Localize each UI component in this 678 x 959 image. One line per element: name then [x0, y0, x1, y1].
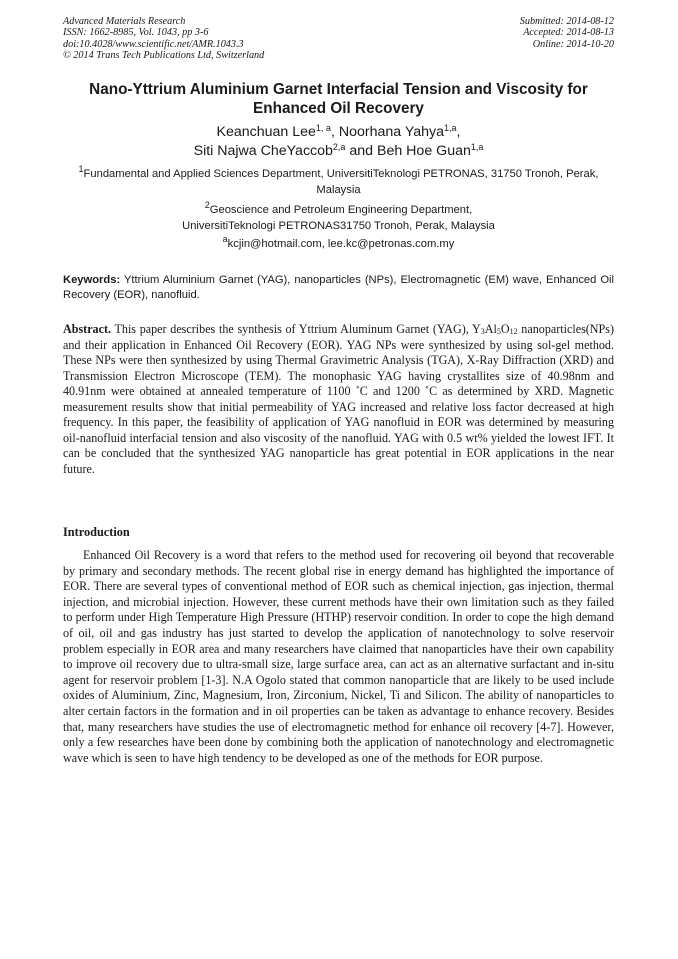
author-separator: and: [345, 142, 377, 159]
section-heading-introduction: Introduction: [63, 525, 130, 539]
doi: doi:10.4028/www.scientific.net/AMR.1043.3: [63, 38, 244, 50]
author-affil-mark: 1,a: [470, 141, 484, 152]
formula-subscript: 3: [480, 327, 485, 336]
formula-subscript: 12: [509, 327, 518, 336]
affil-mark: 2: [204, 200, 210, 210]
affil-text: Geoscience and Petroleum Engineering Department,: [209, 204, 473, 216]
author-affil-mark: 2,a: [332, 141, 346, 152]
abstract-text: This paper describes the synthesis of Yttrium Aluminum Garnet (YAG), Y: [111, 322, 481, 336]
abstract-text: nanoparticles(NPs) and their application in Enhanced Oil Recovery (EOR). YAG NPs were synthesized by using sol-gel method. These NPs were then synthesized by using Thermal Gravimetric Analysis (TGA), X-Ray Diffraction (XRD) and Transmission Electron Microscope (TEM). The monophasic YAG having crystallites size of 40.98nm and 40.91nm were obtained at annealed temperature of 1100 ˚C and 1200 ˚C as determined by XRD. Magnetic measurement results show that initial permeability of YAG increased and relative loss factor decreased at high frequency. In this paper, the feasibility of application of YAG nanofluid in EOR was determined by measuring oil-nanofluid interfacial tension and also viscosity of the nanofluid. YAG with 0.5 wt% yielded the lowest IFT. It can be concluded that the synthesized YAG nanoparticle has great potential in EOR applications in the near future.: [63, 322, 615, 476]
author-separator: ,: [456, 124, 461, 140]
abstract-label: Abstract.: [63, 322, 112, 336]
submitted-date: Submitted: 2014-08-12: [519, 16, 614, 27]
email-text: kcjin@hotmail.com, lee.kc@petronas.com.my: [227, 238, 455, 250]
author-line-2: [63, 142, 614, 161]
email-mark: a: [222, 234, 228, 244]
affil-line: UniversitiTeknologi PETRONAS31750 Tronoh, Perak, Malaysia: [182, 219, 495, 232]
author-separator: ,: [330, 124, 339, 140]
author-line-1: [63, 123, 614, 142]
page-header: [63, 16, 614, 64]
author-name: Noorhana Yahya: [338, 124, 445, 140]
title-line-1: Nano-Yttrium Aluminium Garnet Interfacial Tension and Viscosity for: [89, 81, 588, 98]
affiliation-2: [63, 200, 614, 234]
copyright: © 2014 Trans Tech Publications Ltd, Switzerland: [63, 50, 265, 62]
journal-info: [63, 16, 264, 62]
journal-name: Advanced Materials Research: [63, 16, 186, 27]
author-name: Keanchuan Lee: [216, 124, 316, 140]
affil-text: Fundamental and Applied Sciences Department, UniversitiTeknologi PETRONAS, 31750 Tronoh, Perak, Malaysia: [83, 168, 599, 196]
affil-line: [63, 200, 614, 219]
keywords: [63, 273, 614, 304]
author-affil-mark: 1, a: [315, 123, 331, 133]
paper-title: [63, 80, 614, 118]
accepted-date: Accepted: 2014-08-13: [523, 27, 614, 39]
contact-email: [63, 234, 614, 253]
author-name: Siti Najwa CheYaccob: [193, 142, 333, 159]
affil-mark: 1: [78, 164, 84, 174]
author-list: [63, 123, 614, 160]
introduction-paragraph: Enhanced Oil Recovery is a word that refers to the method used for recovering oil beyond that recoverable by primary and secondary methods. The recent global rise in energy demand has highlighted the importance of EOR. There are several types of conventional method of EOR such as chemical injection, gas injection, thermal injection, and microbial injection. However, these current methods have their own limitation such as they failed to perform under High Temperature High Pressure (HTHP) reservoir condition. In order to cope the high demand of oil, oil and gas industry has just started to develop the application of nanotechnology to solve reservoir problem especially in EOR area and many researchers have claimed that nanoparticles have their own capability to improve oil recovery due to ultra-small size, large surface area, can act as an alternative surfactant and in-situ agent for reservoir problem [1-3]. N.A Ogolo stated that common nanoparticle that are likely to be used include oxides of Aluminium, Zinc, Magnesium, Iron, Zirconium, Nickel, Ti and Silicon. The ability of nanoparticles to alter certain factors in the formation and in oil properties can be taken as advantage to enhance recovery. Besides that, many researchers have studies the use of electromagnetic method for enhance oil recovery [4-7]. However, only a few researches have been done by combining both the application of nanotechnology and electromagnetic wave which is seen to have high tendency to be developed as one of the methods for EOR purpose.: [63, 548, 614, 765]
formula-part: Al: [484, 322, 497, 336]
publication-dates: [520, 16, 614, 50]
author-affil-mark: 1,a: [444, 123, 457, 133]
issn: ISSN: 1662-8985, Vol. 1043, pp 3-6: [63, 27, 209, 39]
affiliation-1: [63, 164, 614, 198]
formula-subscript: 5: [496, 327, 501, 336]
author-name: Beh Hoe Guan: [377, 142, 471, 159]
title-line-2: Enhanced Oil Recovery: [253, 100, 424, 117]
keywords-text: Yttrium Aluminium Garnet (YAG), nanoparticles (NPs), Electromagnetic (EM) wave, Enhanced Oil Recovery (EOR), nanofluid.: [63, 274, 614, 302]
abstract: [63, 322, 614, 477]
online-date: Online: 2014-10-20: [532, 38, 614, 50]
formula-part: O: [500, 322, 510, 336]
keywords-label: Keywords:: [63, 274, 121, 286]
